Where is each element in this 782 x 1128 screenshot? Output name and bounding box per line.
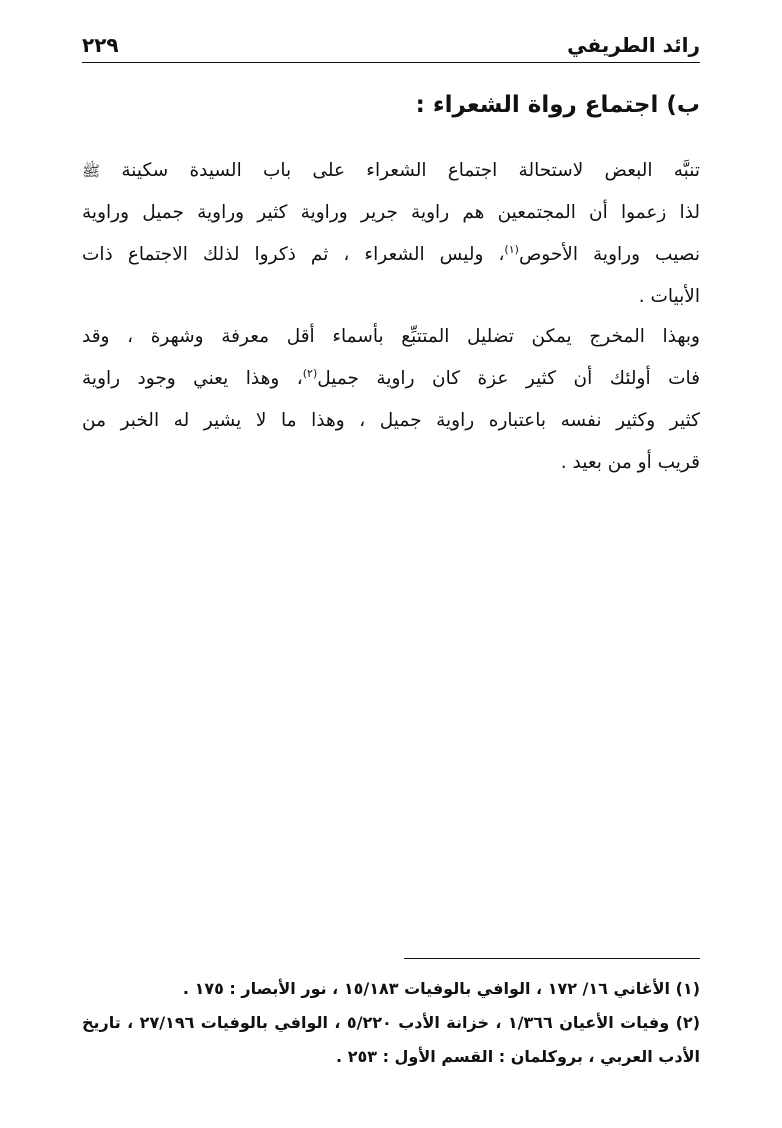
footnote-line: (١) الأغاني ١٦/ ١٧٢ ، الوافي بالوفيات ١٥/١٨٣ ، نور الأبصار : ١٧٥ . (182, 979, 700, 998)
line-text: تنبَّه البعض لاستحالة اجتماع الشعراء على باب السيدة سكينة (121, 160, 700, 181)
paragraph-line (82, 150, 700, 192)
footnote-1 (82, 972, 700, 1006)
section-heading: ب) اجتماع رواة الشعراء : (415, 92, 700, 118)
line-text: ، وليس الشعراء ، ثم ذكروا لذلك الاجتماع ذات (82, 244, 505, 265)
honorific-symbol: ﷺ (82, 162, 101, 180)
running-title: رائد الطريفي (567, 33, 700, 57)
paragraph-line: وبهذا المخرج يمكن تضليل المتتبِّع بأسماء أقل معرفة وشهرة ، وقد (82, 326, 700, 347)
footnote-line: الأدب العربي ، بروكلمان : القسم الأول : ٢٥٣ . (336, 1047, 700, 1066)
paragraph-line: الأبيات . (638, 286, 700, 307)
paragraph-2 (82, 316, 700, 484)
paragraph-line (82, 234, 700, 276)
line-text: ، وهذا يعني وجود راوية (82, 368, 303, 389)
line-text: نصيب وراوية الأحوص (518, 244, 700, 265)
paragraph-line (82, 358, 700, 400)
page-number: ٢٢٩ (82, 33, 119, 57)
paragraph-1 (82, 150, 700, 318)
footnote-ref-1[interactable]: (١) (504, 242, 519, 256)
paragraph-line: كثير وكثير نفسه باعتباره راوية جميل ، وهذا ما لا يشير له الخبر من (82, 410, 700, 431)
paragraph-line: قريب أو من بعيد . (560, 452, 700, 473)
footnotes (82, 972, 700, 1074)
line-text: فات أولئك أن كثير عزة كان راوية جميل (317, 368, 700, 389)
footnote-ref-2[interactable]: (٢) (302, 366, 318, 380)
running-header (82, 28, 700, 63)
footnote-2 (82, 1006, 700, 1074)
footnote-separator (404, 958, 700, 959)
paragraph-line: لذا زعموا أن المجتمعين هم راوية جرير وراوية كثير وراوية جميل وراوية (82, 202, 700, 223)
footnote-line: (٢) وفيات الأعيان ١/٣٦٦ ، خزانة الأدب ٥/٢٢٠ ، الوافي بالوفيات ٢٧/١٩٦ ، تاريخ (82, 1013, 700, 1032)
